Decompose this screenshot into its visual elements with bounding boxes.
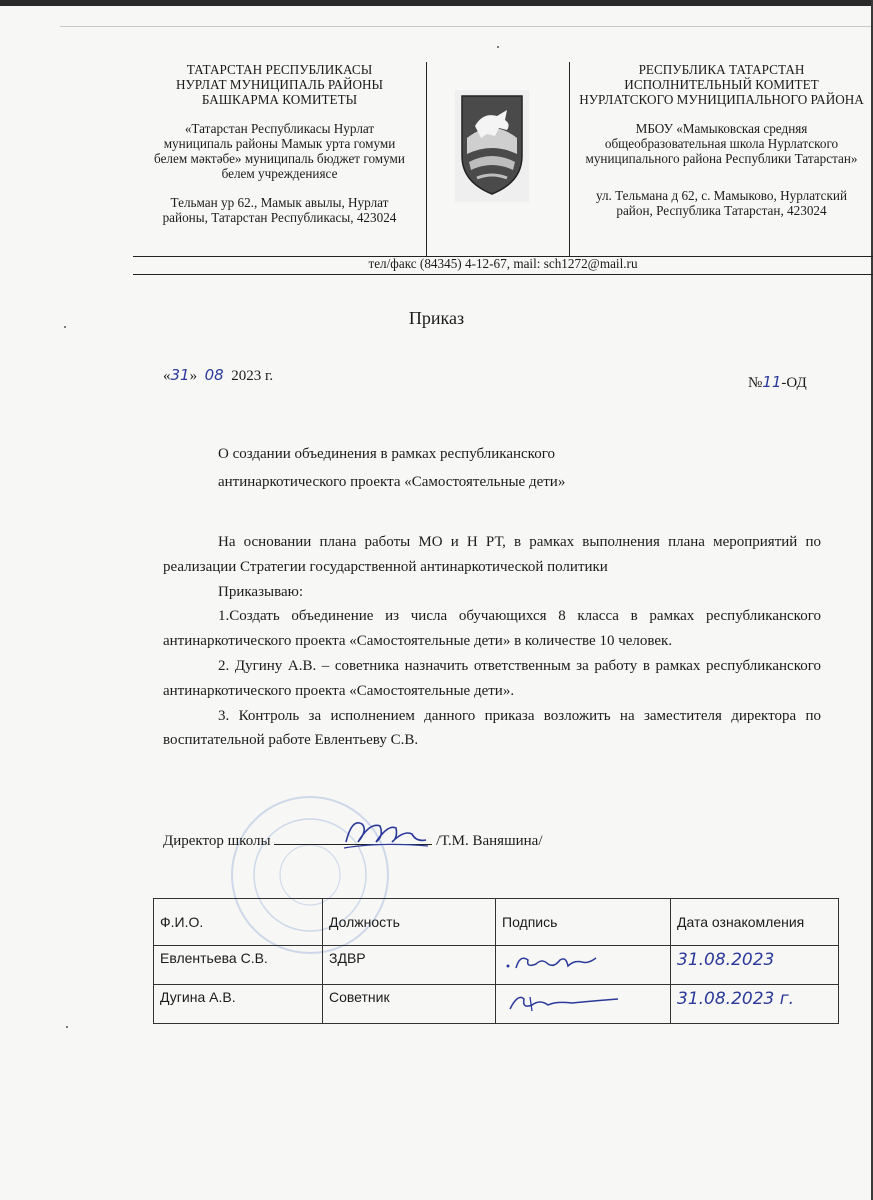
letterhead-right-org3: муниципального района Республики Татарстан» bbox=[585, 151, 858, 166]
director-handwritten-signature bbox=[340, 812, 430, 856]
letterhead-right-addr2: район, Республика Татарстан, 423024 bbox=[616, 203, 827, 218]
order-item-2: 2. Дугину А.В. – советника назначить ответственным за работу в рамках республиканского антинаркотического проекта «Самостоятельные дети». bbox=[163, 657, 821, 699]
scan-dust bbox=[66, 1026, 68, 1028]
date-close-quote: » bbox=[189, 368, 198, 384]
date-day: 31 bbox=[170, 366, 190, 384]
row-position: ЗДВР bbox=[323, 946, 496, 985]
subject-line1: О создании объединения в рамках республиканского bbox=[218, 446, 555, 462]
letterhead-right-addr1: ул. Тельмана д 62, с. Мамыково, Нурлатский bbox=[595, 188, 848, 203]
header-fio: Ф.И.О. bbox=[154, 899, 323, 946]
row-name: Дугина А.В. bbox=[154, 985, 323, 1024]
date-month: 08 bbox=[204, 366, 224, 384]
order-body bbox=[163, 530, 821, 753]
letterhead-left-line3: БАШКАРМА КОМИТЕТЫ bbox=[201, 92, 358, 107]
handwritten-signature bbox=[502, 989, 622, 1015]
letterhead-tatar bbox=[133, 62, 426, 225]
order-number bbox=[748, 373, 807, 392]
order-item-1: 1.Создать объединение из числа обучающихся 8 класса в рамках республиканского антинаркотического проекта «Самостоятельные дети» в количестве 10 человек. bbox=[163, 608, 821, 650]
order-item-3: 3. Контроль за исполнением данного приказа возложить на заместителя директора по воспитательной работе Евлентьеву С.В. bbox=[163, 707, 821, 749]
letterhead-left-org4: белем учреждениясе bbox=[221, 166, 338, 181]
letterhead bbox=[133, 62, 873, 257]
handwritten-signature bbox=[502, 950, 602, 974]
signature-name: /Т.М. Ваняшина/ bbox=[436, 833, 543, 849]
order-number-prefix: № bbox=[748, 375, 763, 391]
letterhead-left-line1: ТАТАРСТАН РЕСПУБЛИКАСЫ bbox=[186, 62, 373, 77]
letterhead-right-org2: общеобразовательная школа Нурлатского bbox=[604, 136, 839, 151]
scan-line bbox=[60, 26, 873, 27]
letterhead-right-line2: ИСПОЛНИТЕЛЬНЫЙ КОМИТЕТ bbox=[624, 77, 819, 92]
row-signature bbox=[496, 985, 671, 1024]
order-number-value: 11 bbox=[762, 373, 782, 391]
contact-line: тел/факс (84345) 4-12-67, mail: sch1272@mail.ru bbox=[133, 256, 873, 275]
order-basis: На основании плана работы МО и Н РТ, в рамках выполнения плана мероприятий по реализации Стратегии государственной антинаркотической политики bbox=[163, 534, 821, 575]
scan-dust bbox=[497, 46, 499, 48]
order-date bbox=[163, 366, 273, 385]
table-header-row bbox=[154, 899, 839, 946]
letterhead-left-org3: белем мәктәбе» муниципаль бюджет гомуми bbox=[154, 151, 405, 166]
letterhead-left-org2: муниципаль районы Мамык урта гомуми bbox=[163, 136, 396, 151]
signature-role: Директор школы bbox=[163, 833, 271, 849]
row-signature bbox=[496, 946, 671, 985]
row-position: Советник bbox=[323, 985, 496, 1024]
row-name: Евлентьева С.В. bbox=[154, 946, 323, 985]
header-position: Должность bbox=[323, 899, 496, 946]
letterhead-left-line2: НУРЛАТ МУНИЦИПАЛЬ РАЙОНЫ bbox=[175, 77, 384, 92]
date-year: 2023 г. bbox=[231, 368, 274, 384]
letterhead-left-addr1: Тельман ур 62., Мамык авылы, Нурлат bbox=[170, 195, 389, 210]
letterhead-left-org1: «Татарстан Республикасы Нурлат bbox=[184, 121, 375, 136]
letterhead-russian bbox=[570, 62, 873, 218]
table-row bbox=[154, 985, 839, 1024]
date-open-quote: « bbox=[163, 368, 171, 384]
letterhead-right-line1: РЕСПУБЛИКА ТАТАРСТАН bbox=[638, 62, 805, 77]
table-row bbox=[154, 946, 839, 985]
document-title: Приказ bbox=[408, 308, 465, 328]
header-date: Дата ознакомления bbox=[671, 899, 839, 946]
order-number-suffix: -ОД bbox=[781, 375, 807, 391]
letterhead-left-addr2: районы, Татарстан Республикасы, 423024 bbox=[162, 210, 397, 225]
row-date: 31.08.2023 г. bbox=[671, 985, 839, 1024]
letterhead-right-org1: МБОУ «Мамыковская средняя bbox=[635, 121, 808, 136]
subject-line2: антинаркотического проекта «Самостоятельные дети» bbox=[218, 474, 566, 490]
order-subject bbox=[218, 440, 565, 496]
order-word: Приказываю: bbox=[218, 583, 303, 600]
header-signature: Подпись bbox=[496, 899, 671, 946]
letterhead-divider-left bbox=[426, 62, 427, 256]
letterhead-right-line3: НУРЛАТСКОГО МУНИЦИПАЛЬНОГО РАЙОНА bbox=[579, 92, 864, 107]
scan-edge-top bbox=[0, 0, 873, 6]
row-date: 31.08.2023 bbox=[671, 946, 839, 985]
coat-of-arms-icon bbox=[455, 90, 529, 202]
acknowledgement-table bbox=[153, 898, 839, 1024]
